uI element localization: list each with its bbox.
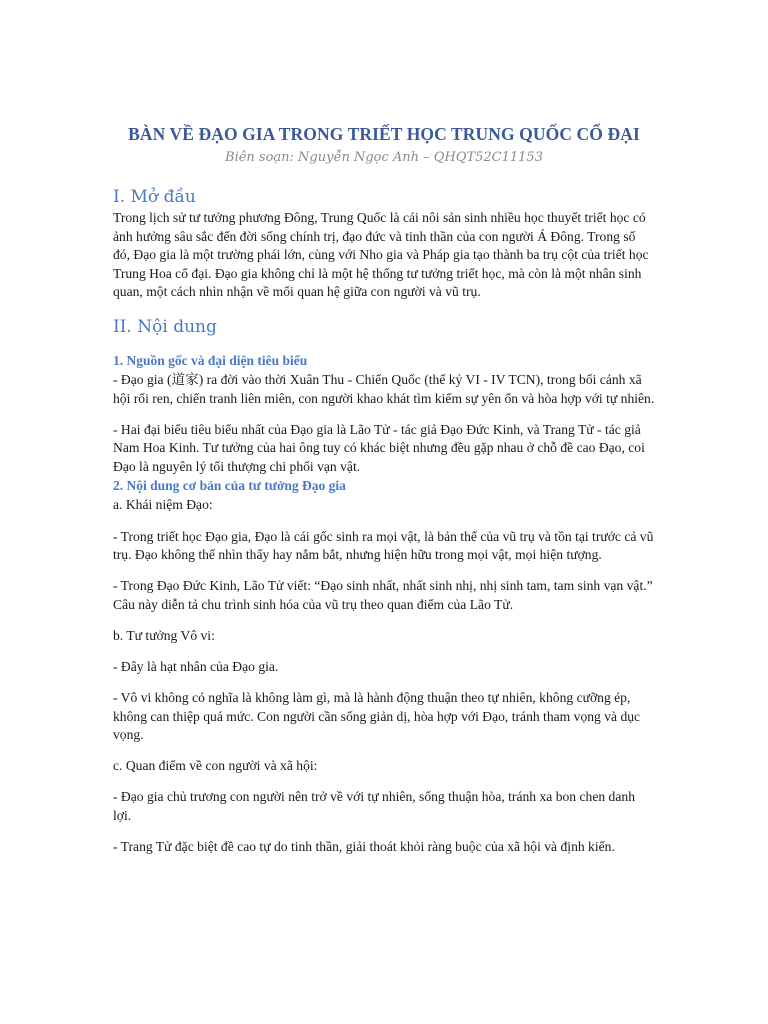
- paragraph-wuwei-1: - Đây là hạt nhân của Đạo gia.: [113, 659, 279, 674]
- section-heading-content: II. Nội dung: [113, 316, 217, 337]
- paragraph-wuwei-label: b. Tư tưởng Vô vi:: [113, 627, 215, 643]
- paragraph-dao-concept-label: a. Khái niệm Đạo:: [113, 497, 213, 513]
- intro-paragraph: Trong lịch sử tư tưởng phương Đông, Trung Quốc là cái nôi sản sinh nhiều học thuyết triết học có ảnh hưởng sâu sắc đến đời sống chính trị, đạo đức và tinh thần của con người Á Đông. Trong số đó, Đạo gia là một trường phái lớn, cùng với Nho gia và Pháp gia tạo thành ba trụ cột của triết học Trung Hoa cổ đại. Đạo gia không chỉ là một hệ thống tư tưởng triết học, mà còn là một nhân sinh quan, một cách nhìn nhận về mối quan hệ giữa con người và vũ trụ.: [113, 210, 649, 300]
- paragraph-society-label: c. Quan điểm về con người và xã hội:: [113, 758, 318, 774]
- subsection-heading-core: 2. Nội dung cơ bản của tư tưởng Đạo gia: [113, 478, 346, 494]
- document-title: BÀN VỀ ĐẠO GIA TRONG TRIẾT HỌC TRUNG QUỐC CỔ ĐẠI: [128, 124, 640, 144]
- section-heading-intro: I. Mở đầu: [113, 187, 196, 207]
- paragraph-origin: - Đạo gia (道家) ra đời vào thời Xuân Thu - Chiến Quốc (thế kỷ VI - IV TCN), trong bối cảnh xã hội rối ren, chiến tranh liên miên, con người khao khát tìm kiếm sự yên ổn và hòa hợp với tự nhiên.: [113, 371, 655, 406]
- paragraph-society-1: - Đạo gia chủ trương con người nên trở về với tự nhiên, sống thuận hòa, tránh xa bon chen danh lợi.: [113, 789, 635, 824]
- document-page: [113, 122, 655, 857]
- subsection-heading-origin: 1. Nguồn gốc và đại diện tiêu biểu: [113, 352, 308, 368]
- document-subtitle: Biên soạn: Nguyễn Ngọc Anh – QHQT52C11153: [225, 150, 543, 165]
- paragraph-wuwei-2: - Vô vi không có nghĩa là không làm gì, mà là hành động thuận theo tự nhiên, không cưỡng ép, không can thiệp quá mức. Con người cần sống giản dị, hòa hợp với Đạo, tránh tham vọng và dục vọng.: [113, 690, 641, 743]
- paragraph-dao-concept-2: - Trong Đạo Đức Kinh, Lão Tử viết: “Đạo sinh nhất, nhất sinh nhị, nhị sinh tam, tam sinh vạn vật.” Câu này diễn tả chu trình sinh hóa của vũ trụ theo quan điểm của Lão Tử.: [113, 578, 653, 612]
- paragraph-dao-concept-1: - Trong triết học Đạo gia, Đạo là cái gốc sinh ra mọi vật, là bản thể của vũ trụ và tồn tại trước cả vũ trụ. Đạo không thể nhìn thấy hay nắm bắt, nhưng hiện hữu trong mọi vật, mọi hiện tượng.: [113, 528, 654, 563]
- paragraph-representatives: - Hai đại biểu tiêu biểu nhất của Đạo gia là Lão Tử - tác giả Đạo Đức Kinh, và Trang Tử - tác giả Nam Hoa Kinh. Tư tưởng của hai ông tuy có khác biệt nhưng đều gặp nhau ở chỗ đề cao Đạo, coi Đạo là nguyên lý tối thượng chi phối vạn vật.: [113, 421, 645, 474]
- paragraph-society-2: - Trang Tử đặc biệt đề cao tự do tinh thần, giải thoát khỏi ràng buộc của xã hội và định kiến.: [113, 839, 615, 855]
